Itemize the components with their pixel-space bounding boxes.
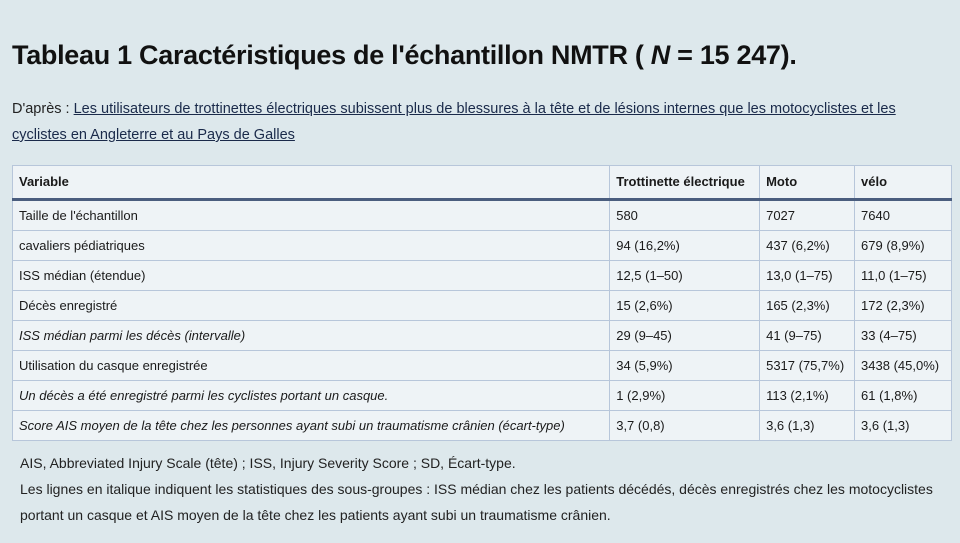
table-row <box>13 381 952 411</box>
footnote-italics: Les lignes en italique indiquent les statistiques des sous-groupes : ISS médian chez les patients décédés, décès enregistrés chez les motocyclistes portant un casque et AIS moyen de la tête chez les patients ayant subi un traumatisme crânien. <box>20 481 933 523</box>
source-line <box>12 96 942 148</box>
table-cell-value: 3,7 (0,8) <box>610 411 760 441</box>
table-cell-value: 33 (4–75) <box>855 321 952 351</box>
table-cell-value: 41 (9–75) <box>760 321 855 351</box>
table-footnotes <box>20 450 950 528</box>
table-cell-value: 1 (2,9%) <box>610 381 760 411</box>
table-cell-variable: cavaliers pédiatriques <box>13 231 610 261</box>
table-row <box>13 351 952 381</box>
table-cell-value: 61 (1,8%) <box>855 381 952 411</box>
table-cell-value: 172 (2,3%) <box>855 291 952 321</box>
source-label: D'après : <box>12 101 74 117</box>
table-header-row <box>13 166 952 200</box>
table-cell-value: 12,5 (1–50) <box>610 261 760 291</box>
title-n-italic: N <box>650 40 670 70</box>
table-cell-value: 3,6 (1,3) <box>760 411 855 441</box>
table-cell-variable: ISS médian parmi les décès (intervalle) <box>13 321 610 351</box>
characteristics-table <box>12 165 952 441</box>
table-cell-variable: Score AIS moyen de la tête chez les personnes ayant subi un traumatisme crânien (écart-type) <box>13 411 610 441</box>
table-cell-value: 7640 <box>855 200 952 231</box>
table-cell-variable: Un décès a été enregistré parmi les cyclistes portant un casque. <box>13 381 610 411</box>
table-row <box>13 261 952 291</box>
table-cell-value: 34 (5,9%) <box>610 351 760 381</box>
table-cell-variable: ISS médian (étendue) <box>13 261 610 291</box>
page-title <box>12 40 797 71</box>
table-cell-variable: Utilisation du casque enregistrée <box>13 351 610 381</box>
footnote-abbreviations: AIS, Abbreviated Injury Scale (tête) ; ISS, Injury Severity Score ; SD, Écart-type. <box>20 455 516 471</box>
table-cell-value: 11,0 (1–75) <box>855 261 952 291</box>
header-moto: Moto <box>760 166 855 200</box>
table-cell-value: 15 (2,6%) <box>610 291 760 321</box>
title-prefix: Tableau 1 Caractéristiques de l'échantillon NMTR ( <box>12 40 651 70</box>
table-cell-value: 13,0 (1–75) <box>760 261 855 291</box>
table-cell-value: 29 (9–45) <box>610 321 760 351</box>
table-cell-value: 3438 (45,0%) <box>855 351 952 381</box>
header-velo: vélo <box>855 166 952 200</box>
table-cell-value: 3,6 (1,3) <box>855 411 952 441</box>
table-cell-variable: Taille de l'échantillon <box>13 200 610 231</box>
table-cell-value: 679 (8,9%) <box>855 231 952 261</box>
table-row <box>13 200 952 231</box>
table-cell-value: 7027 <box>760 200 855 231</box>
header-trottinette: Trottinette électrique <box>610 166 760 200</box>
table-row <box>13 411 952 441</box>
table-cell-value: 94 (16,2%) <box>610 231 760 261</box>
table-cell-value: 165 (2,3%) <box>760 291 855 321</box>
table-cell-value: 5317 (75,7%) <box>760 351 855 381</box>
title-suffix: = 15 247). <box>669 40 797 70</box>
header-variable: Variable <box>13 166 610 200</box>
table-row <box>13 231 952 261</box>
table-row <box>13 321 952 351</box>
table-cell-value: 113 (2,1%) <box>760 381 855 411</box>
table-cell-value: 580 <box>610 200 760 231</box>
source-link[interactable]: Les utilisateurs de trottinettes électriques subissent plus de blessures à la tête et de lésions internes que les motocyclistes et les cyclistes en Angleterre et au Pays de Galles <box>12 101 896 143</box>
table-cell-variable: Décès enregistré <box>13 291 610 321</box>
table-cell-value: 437 (6,2%) <box>760 231 855 261</box>
table-row <box>13 291 952 321</box>
